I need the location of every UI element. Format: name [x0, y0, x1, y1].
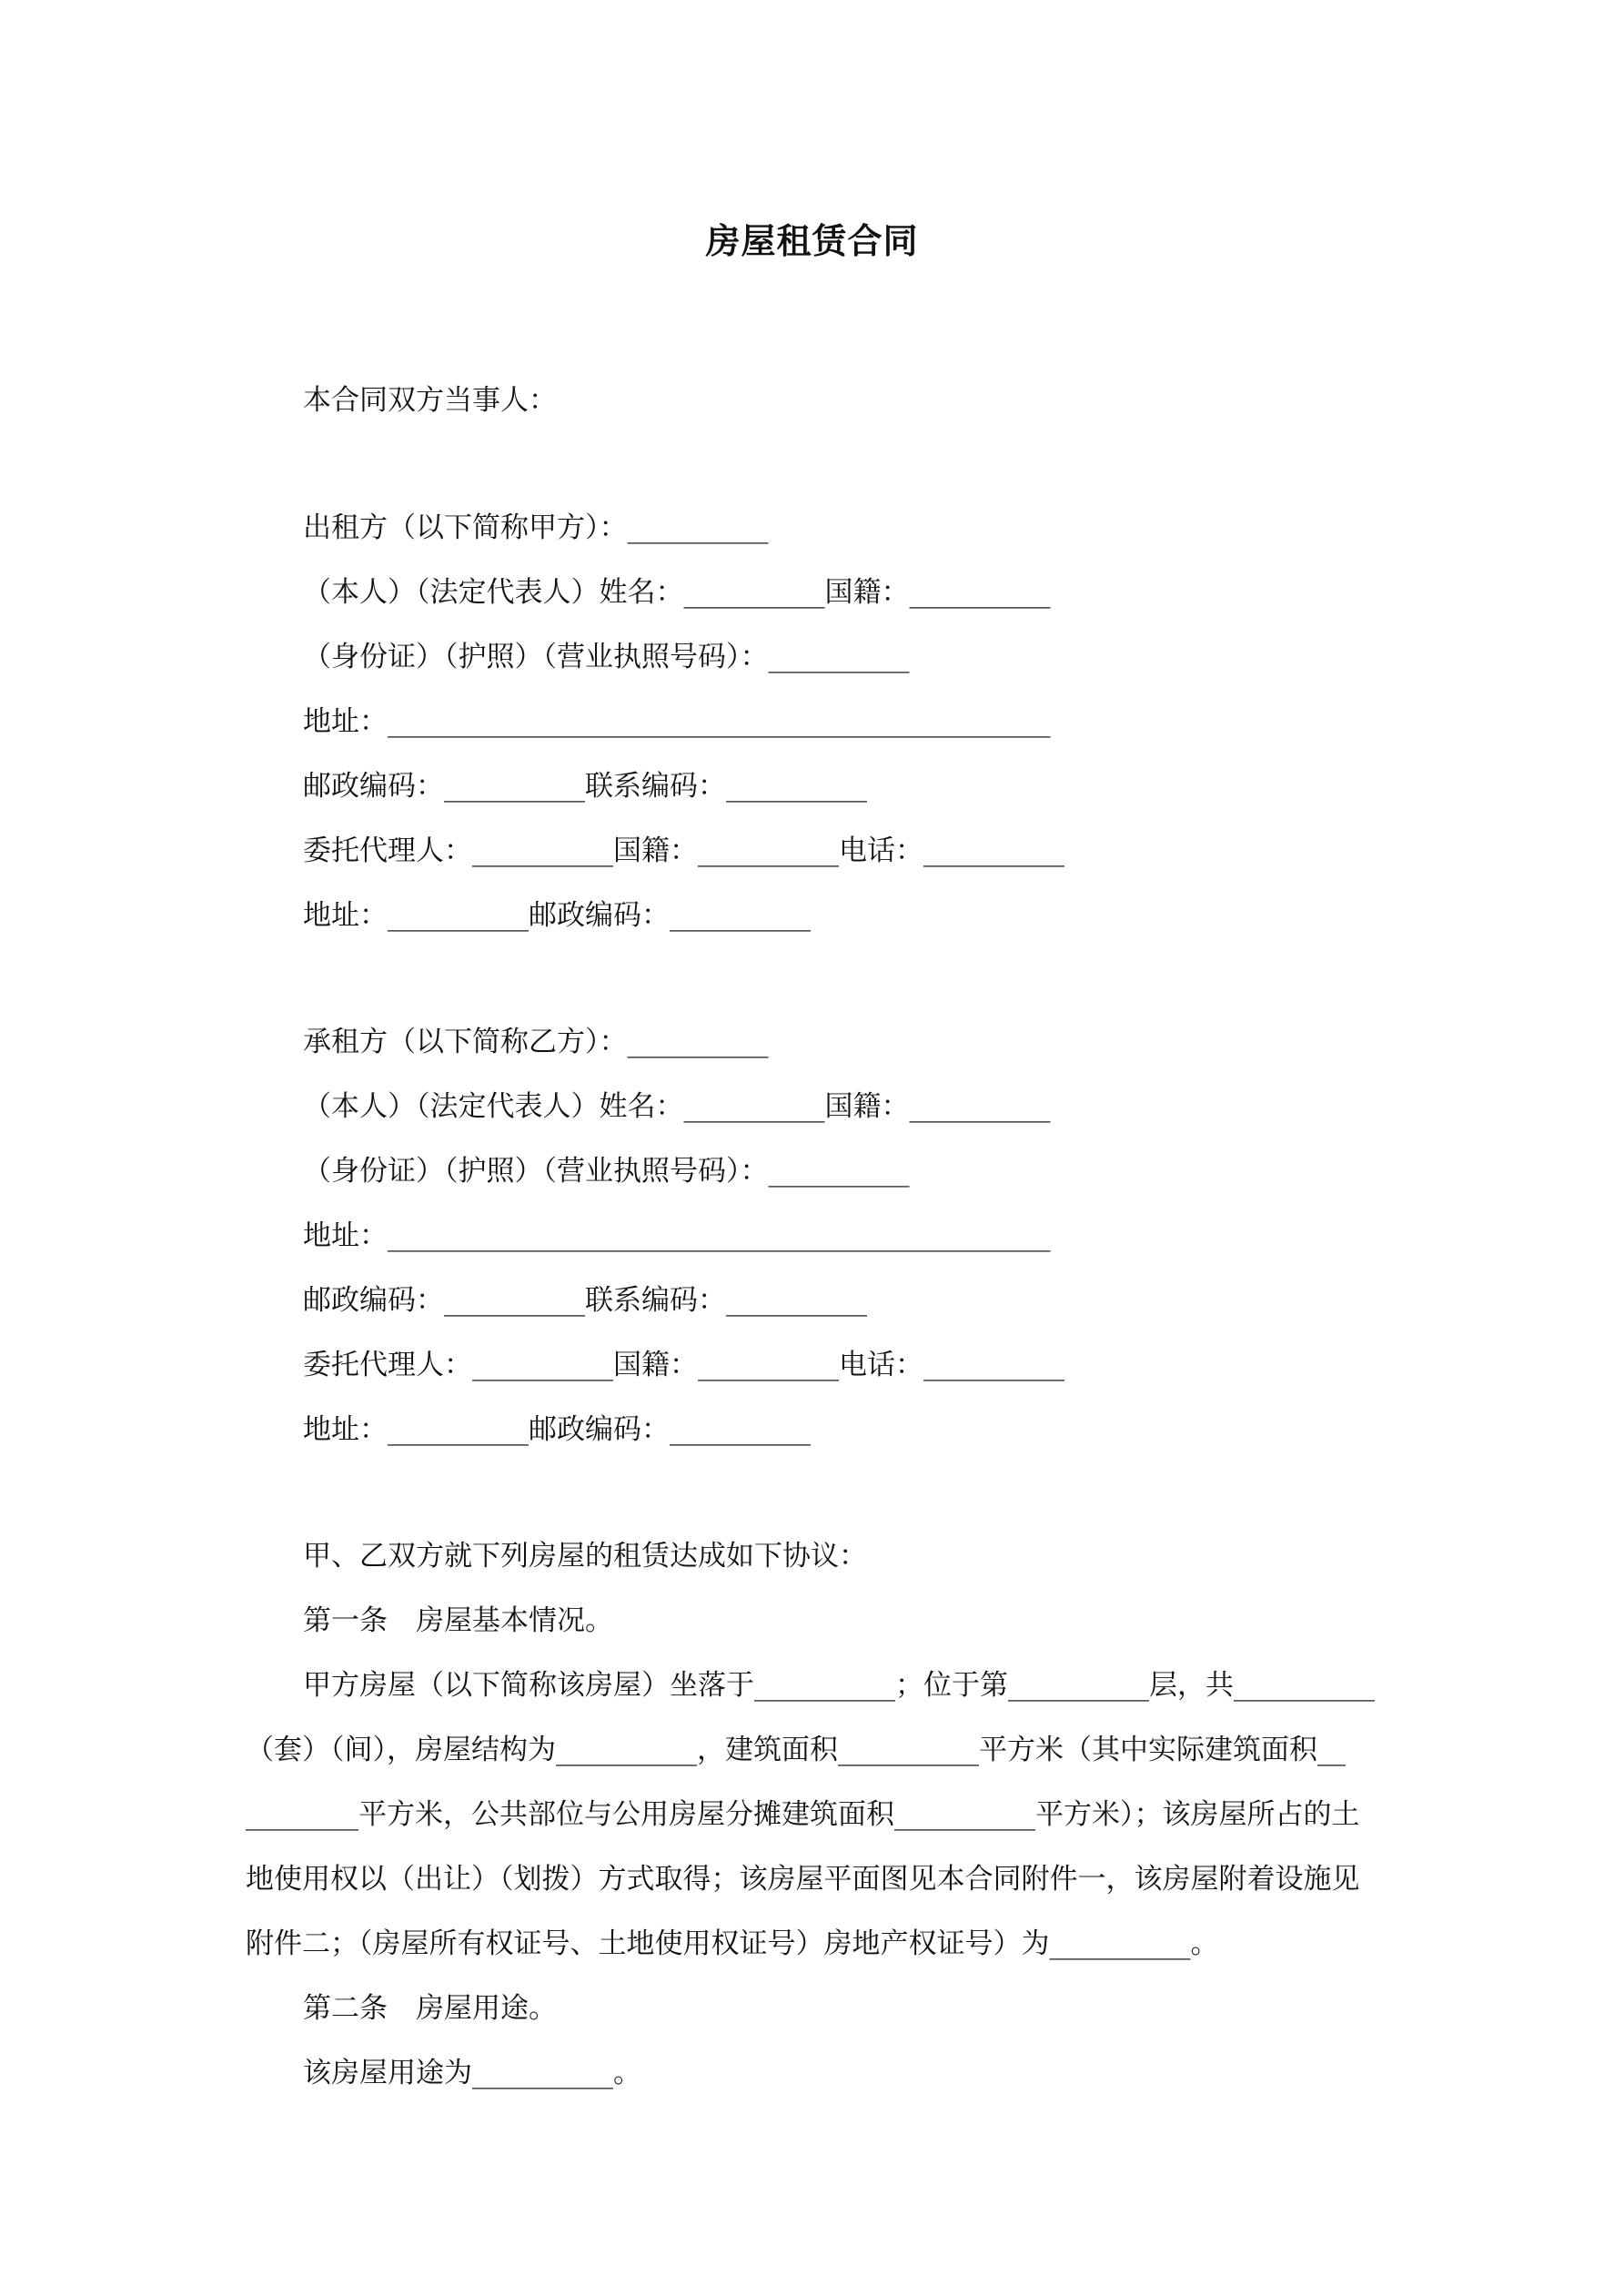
- article1-line: ________平方米，公共部位与公用房屋分摊建筑面积__________平方米）；该房屋所占的土: [246, 1798, 1360, 1831]
- lessee-name-line: （本人）（法定代表人）姓名：__________国籍：__________: [303, 1090, 1051, 1123]
- article2-body: 该房屋用途为__________。: [303, 2057, 641, 2089]
- lessor-heading: 出租方（以下简称甲方）：__________: [303, 511, 769, 544]
- article1-line: 地使用权以（出让）（划拨）方式取得；该房屋平面图见本合同附件一，该房屋附着设施见: [246, 1863, 1360, 1896]
- lessee-postal-line: 邮政编码：__________联系编码：__________: [303, 1284, 867, 1317]
- article1-line: 甲方房屋（以下简称该房屋）坐落于__________；位于第__________层，共__________: [303, 1669, 1375, 1702]
- lessee-id-line: （身份证）（护照）（营业执照号码）：__________: [303, 1155, 910, 1188]
- intro-text: 本合同双方当事人：: [303, 384, 557, 417]
- lessor-address-line: 地址：_______________________________________________: [303, 705, 1051, 738]
- agreement-intro: 甲、乙双方就下列房屋的租赁达成如下协议：: [303, 1540, 867, 1573]
- lessor-agent-line: 委托代理人：__________国籍：__________电话：__________: [303, 834, 1064, 867]
- article1-heading: 第一条 房屋基本情况。: [303, 1604, 613, 1637]
- lessor-agent-address-line: 地址：__________邮政编码：__________: [303, 899, 811, 932]
- lessor-id-line: （身份证）（护照）（营业执照号码）：__________: [303, 641, 910, 673]
- lessee-agent-line: 委托代理人：__________国籍：__________电话：__________: [303, 1349, 1064, 1381]
- lessee-address-line: 地址：_______________________________________________: [303, 1219, 1051, 1252]
- lessee-heading: 承租方（以下简称乙方）：__________: [303, 1026, 769, 1058]
- lessor-postal-line: 邮政编码：__________联系编码：__________: [303, 770, 867, 803]
- article1-line: （套）（间），房屋结构为__________，建筑面积__________平方米（其中实际建筑面积__: [246, 1734, 1346, 1766]
- document-title: 房屋租赁合同: [705, 220, 919, 261]
- article1-line: 附件二；（房屋所有权证号、土地使用权证号）房地产权证号）为__________。: [246, 1927, 1219, 1960]
- lessee-agent-address-line: 地址：__________邮政编码：__________: [303, 1413, 811, 1446]
- lessor-name-line: （本人）（法定代表人）姓名：__________国籍：__________: [303, 576, 1051, 609]
- article2-heading: 第二条 房屋用途。: [303, 1992, 557, 2025]
